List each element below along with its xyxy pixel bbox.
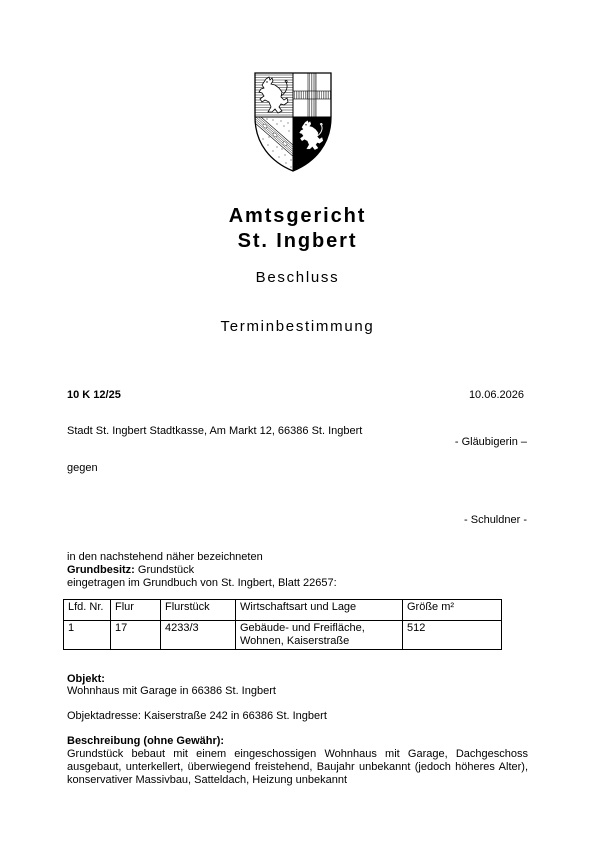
hatch-dot — [273, 151, 274, 152]
hatch-dot — [291, 160, 292, 161]
header-flur: Flur — [111, 600, 161, 621]
hatch-dot — [282, 149, 283, 150]
hatch-dot — [267, 119, 268, 120]
header-groesse: Größe m² — [403, 600, 502, 621]
cell-flurstueck: 4233/3 — [161, 621, 236, 650]
hatch-dot — [277, 124, 278, 125]
description-label: Beschreibung (ohne Gewähr): — [67, 735, 225, 747]
hatch-dot — [277, 147, 278, 148]
document-subtitle: Terminbestimmung — [220, 318, 375, 335]
header-wirtschaftsart: Wirtschaftsart und Lage — [236, 600, 403, 621]
creditor-role: - Gläubigerin – — [454, 436, 527, 448]
court-location: St. Ingbert — [237, 230, 358, 252]
description-line: Grundstück bebaut mit einem eingeschossigen Wohnhaus mit Garage, Dachgeschoss — [67, 748, 528, 760]
cell-groesse: 512 — [403, 621, 502, 650]
court-name: Amtsgericht — [228, 205, 367, 227]
hatch-dot — [286, 163, 287, 164]
land-registry: eingetragen im Grundbuch von St. Ingbert, Blatt 22657: — [67, 577, 337, 589]
description-line: konservativer Massivbau, Satteldach, Heizung unbekannt — [67, 774, 348, 786]
hatch-dot — [269, 137, 270, 138]
document-date: 10.06.2026 — [468, 389, 524, 401]
cell-wirtschaftsart — [236, 621, 403, 650]
header-lfd-nr: Lfd. Nr. — [64, 600, 111, 621]
hatch-dot — [285, 155, 286, 156]
description-line: ausgebaut, unterkellert, überwiegend freistehend, Baujahr unbekannt (jedoch höheres Alter), — [67, 761, 528, 773]
versus: gegen — [67, 462, 98, 474]
creditor: Stadt St. Ingbert Stadtkasse, Am Markt 12, 66386 St. Ingbert — [67, 425, 363, 437]
document-title: Beschluss — [255, 269, 340, 286]
hatch-dot — [279, 157, 280, 158]
cell-wirtschaftsart-line: Wohnen, Kaiserstraße — [240, 635, 350, 647]
hatch-dot — [284, 126, 285, 127]
quadrant-lion-top-left — [255, 73, 293, 117]
hatch-dot — [268, 145, 269, 146]
property-label: Grundbesitz: — [67, 564, 135, 576]
object-text: Wohnhaus mit Garage in 66386 St. Ingbert — [67, 685, 276, 697]
table-header-row — [64, 600, 502, 621]
hatch-dot — [289, 131, 290, 132]
property-table — [63, 599, 502, 650]
debtor-role: - Schuldner - — [464, 514, 527, 526]
hatch-dot — [291, 167, 292, 168]
cell-lfd-nr: 1 — [64, 621, 111, 650]
object-label: Objekt: — [67, 673, 105, 685]
hatch-dot — [281, 121, 282, 122]
cell-wirtschaftsart-line: Gebäude- und Freifläche, — [240, 622, 365, 634]
table-row — [64, 621, 502, 650]
object-address: Objektadresse: Kaiserstraße 242 in 66386 St. Ingbert — [67, 710, 327, 722]
quadrant-cross-top-right — [293, 73, 331, 117]
hatch-dot — [288, 123, 289, 124]
file-number: 10 K 12/25 — [67, 389, 121, 401]
property-line — [67, 564, 194, 577]
coat-of-arms-icon — [253, 71, 333, 172]
property-intro: in den nachstehend näher bezeichneten — [67, 551, 263, 563]
hatch-dot — [273, 120, 274, 121]
property-kind: Grundstück — [137, 564, 195, 576]
hatch-dot — [263, 139, 264, 140]
header-flurstueck: Flurstück — [161, 600, 236, 621]
cell-flur: 17 — [111, 621, 161, 650]
